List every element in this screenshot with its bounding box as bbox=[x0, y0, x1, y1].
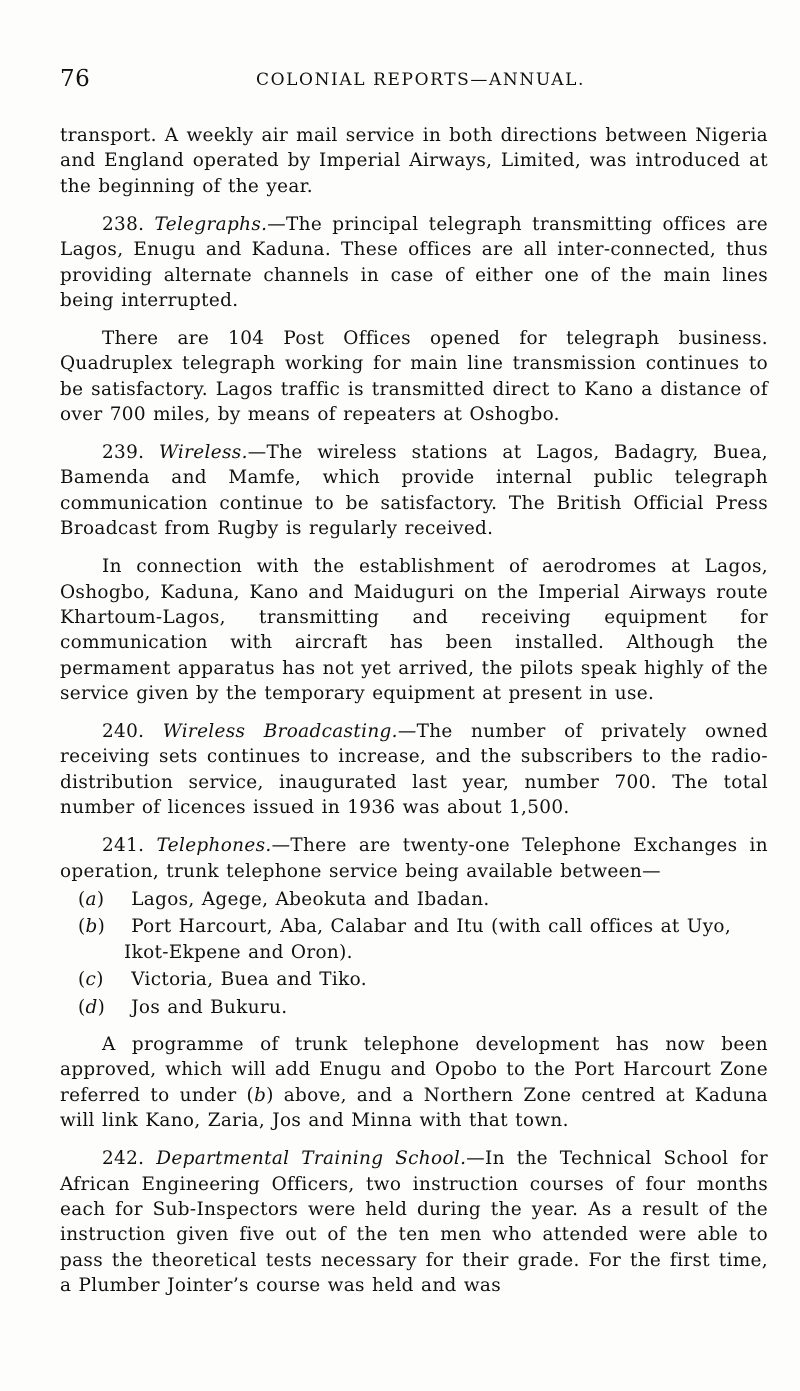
paragraph-trunk-programme bbox=[60, 1032, 768, 1134]
paragraph-aerodromes: In connection with the establishment of aerodromes at Lagos, Oshogbo, Kaduna, Kano and Maiduguri on the Imperial Airways route Khartoum-Lagos, transmitting and receiving equipment for communication with aircraft has been installed. Although the permament apparatus has not yet arrived, the pilots speak highly of the service given by the temporary equipment at present in use. bbox=[60, 556, 768, 705]
section-number: 241. bbox=[102, 835, 145, 857]
list-reference: b bbox=[254, 1084, 267, 1106]
section-text: —The wireless stations at Lagos, Badagry, Buea, Bamenda and Mamfe, which provide internal public telegraph communication continue to be satisfactory. The British Official Press Broadcast from Rugby is regularly received. bbox=[60, 441, 768, 540]
section-title-wireless: Wireless. bbox=[159, 441, 248, 463]
section-number: 242. bbox=[102, 1148, 145, 1170]
paragraph-text: ) above, and a Northern Zone centred at Kaduna will link Kano, Zaria, Jos and Minna with that town. bbox=[60, 1084, 768, 1132]
list-marker: (a) bbox=[78, 888, 105, 910]
section-number: 238. bbox=[102, 213, 145, 235]
section-text: —In the Technical School for African Engineering Officers, two instruction courses of four months each for Sub-Inspectors were held during the year. As a result of the instruction given five out of the ten men who attended were able to pass the theoretical tests necessary for their grade. For the first time, a Plumber Jointer’s course was held and was bbox=[60, 1148, 768, 1297]
body-text bbox=[60, 123, 768, 1311]
paragraph-238-telegraphs bbox=[60, 212, 768, 314]
paragraph-239-wireless bbox=[60, 440, 768, 542]
list-marker: (d) bbox=[78, 996, 106, 1018]
section-title-telegraphs: Telegraphs. bbox=[154, 213, 268, 235]
paragraph-240-wireless-broadcasting bbox=[60, 719, 768, 821]
exchange-list bbox=[60, 887, 768, 1020]
section-text: —There are twenty-one Telephone Exchanges in operation, trunk telephone service being available between— bbox=[60, 835, 768, 882]
section-number: 240. bbox=[102, 721, 145, 743]
list-marker: (c) bbox=[78, 969, 104, 991]
section-title-training-school: Departmental Training School. bbox=[156, 1148, 467, 1170]
section-title-wireless-broadcasting: Wireless Broadcasting. bbox=[162, 721, 398, 743]
list-item bbox=[60, 995, 768, 1020]
section-text: —The principal telegraph transmitting offices are Lagos, Enugu and Kaduna. These offices are all inter-connected, thus providing alternate channels in case of either one of the main lines being interrupted. bbox=[60, 213, 768, 311]
running-title: COLONIAL REPORTS—ANNUAL. bbox=[256, 70, 586, 90]
list-item bbox=[60, 967, 768, 992]
section-title-telephones: Telephones. bbox=[156, 835, 272, 857]
running-header bbox=[60, 66, 760, 106]
paragraph-post-offices: There are 104 Post Offices opened for telegraph business. Quadruplex telegraph working for main line transmission continues to be satisfactory. Lagos traffic is transmitted direct to Kano a distance of over 700 miles, by means of repeaters at Oshogbo. bbox=[60, 327, 768, 426]
page-number: 76 bbox=[60, 66, 91, 92]
paragraph-242-training-school bbox=[60, 1146, 768, 1298]
list-item-text: Jos and Bukuru. bbox=[131, 996, 288, 1018]
section-text: —The number of privately owned receiving sets continues to increase, and the subscribers to the radio-distribution service, inaugurated last year, number 700. The total number of licences issued in 1936 was about 1,500. bbox=[60, 721, 769, 819]
list-item-text: Port Harcourt, Aba, Calabar and Itu (with call offices at Uyo, Ikot-Ekpene and Oron). bbox=[124, 916, 732, 963]
paragraph-text: A programme of trunk telephone development has now been approved, which will add Enugu and Opobo to the Port Harcourt Zone referred to under ( bbox=[60, 1034, 768, 1106]
paragraph-air-mail: transport. A weekly air mail service in both directions between Nigeria and England operated by Imperial Airways, Limited, was introduced at the beginning of the year. bbox=[60, 125, 768, 197]
list-item bbox=[60, 914, 768, 965]
list-item bbox=[60, 887, 768, 912]
list-item-text: Lagos, Agege, Abeokuta and Ibadan. bbox=[131, 888, 490, 910]
section-number: 239. bbox=[102, 441, 145, 463]
paragraph-241-telephones bbox=[60, 833, 768, 884]
list-item-text: Victoria, Buea and Tiko. bbox=[131, 969, 367, 991]
list-marker: (b) bbox=[78, 916, 106, 938]
